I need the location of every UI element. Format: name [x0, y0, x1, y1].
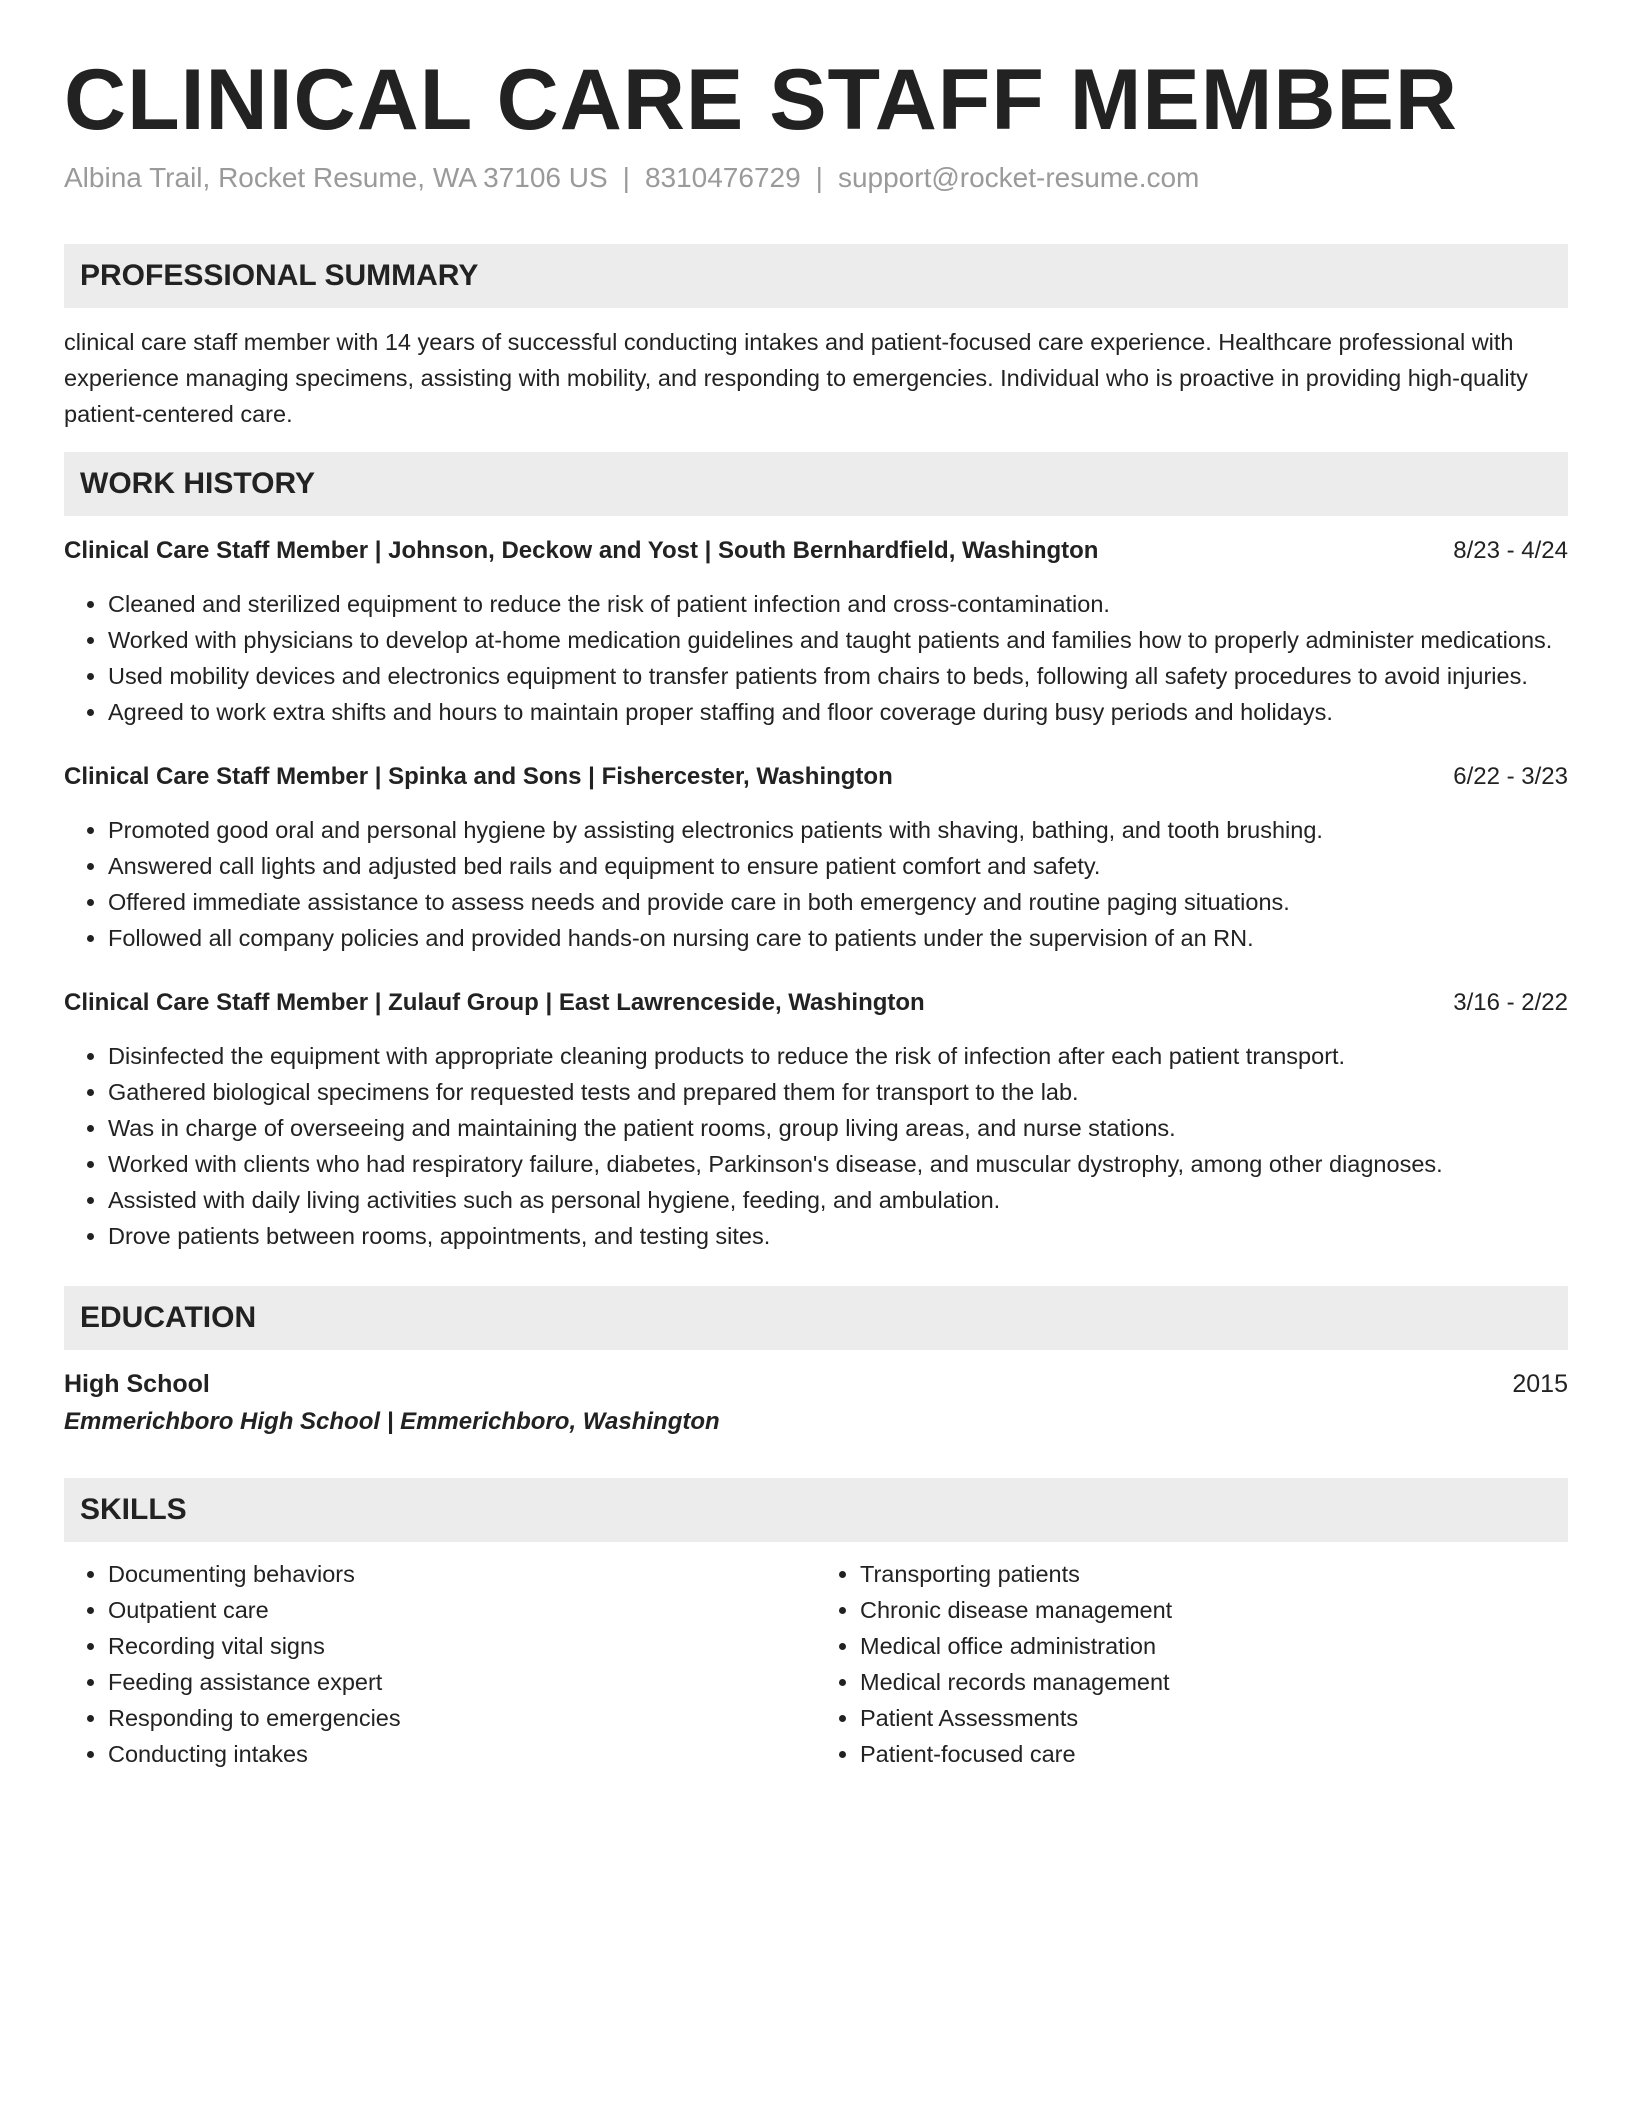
contact-separator: |: [622, 162, 630, 194]
skill-item: • Responding to emergencies: [108, 1700, 816, 1736]
job-bullet: • Followed all company policies and provided hands-on nursing care to patients under the supervision of an RN.: [108, 920, 1568, 956]
job-entry: [64, 986, 1568, 1254]
job-bullets: [64, 812, 1568, 956]
education-entry: [64, 1366, 1568, 1440]
contact-separator: |: [815, 162, 823, 194]
job-bullet: • Assisted with daily living activities such as personal hygiene, feeding, and ambulation.: [108, 1182, 1568, 1218]
job-dates: 3/16 - 2/22: [1453, 989, 1568, 1017]
education-year: 2015: [1512, 1370, 1568, 1399]
job-title: Clinical Care Staff Member | Zulauf Group | East Lawrenceside, Washington: [64, 989, 925, 1017]
education-degree: High School: [64, 1370, 210, 1399]
skill-item: • Feeding assistance expert: [108, 1664, 816, 1700]
job-bullet: • Agreed to work extra shifts and hours to maintain proper staffing and floor coverage during busy periods and holidays.: [108, 694, 1568, 730]
summary-text: clinical care staff member with 14 years of successful conducting intakes and patient-focused care experience. Healthcare professional with experience managing specimens, assisting with mobility, and responding to emergencies. Individual who is proactive in providing high-quality patient-centered care.: [64, 329, 1528, 428]
skill-item: • Medical office administration: [860, 1628, 1568, 1664]
job-bullet: • Answered call lights and adjusted bed rails and equipment to ensure patient comfort and safety.: [108, 848, 1568, 884]
job-dates: 6/22 - 3/23: [1453, 763, 1568, 791]
skill-item: • Chronic disease management: [860, 1592, 1568, 1628]
skill-item: • Patient-focused care: [860, 1736, 1568, 1772]
job-entry: [64, 760, 1568, 956]
work-history-heading: WORK HISTORY: [64, 452, 1568, 516]
job-bullet: • Cleaned and sterilized equipment to reduce the risk of patient infection and cross-contamination.: [108, 586, 1568, 622]
job-header: [64, 986, 1568, 1020]
education-school: Emmerichboro High School | Emmerichboro, Washington: [64, 1408, 720, 1436]
job-title: Clinical Care Staff Member | Spinka and Sons | Fishercester, Washington: [64, 763, 893, 791]
skill-item: • Patient Assessments: [860, 1700, 1568, 1736]
skills-heading: SKILLS: [64, 1478, 1568, 1542]
skill-item: • Medical records management: [860, 1664, 1568, 1700]
education-row: [64, 1366, 1568, 1402]
job-bullet: • Disinfected the equipment with appropriate cleaning products to reduce the risk of infection after each patient transport.: [108, 1038, 1568, 1074]
contact-email: support@rocket-resume.com: [837, 162, 1200, 194]
contact-line: [64, 162, 1568, 194]
education-heading: EDUCATION: [64, 1286, 1568, 1350]
job-bullet: • Worked with physicians to develop at-home medication guidelines and taught patients and families how to properly administer medications.: [108, 622, 1568, 658]
job-dates: 8/23 - 4/24: [1453, 537, 1568, 565]
job-bullets: [64, 1038, 1568, 1254]
job-header: [64, 534, 1568, 568]
skills-column-left: [64, 1556, 816, 1772]
job-bullet: • Drove patients between rooms, appointments, and testing sites.: [108, 1218, 1568, 1254]
skill-item: • Transporting patients: [860, 1556, 1568, 1592]
resume-name: CLINICAL CARE STAFF MEMBER: [64, 52, 1458, 148]
skill-item: • Recording vital signs: [108, 1628, 816, 1664]
job-bullets: [64, 586, 1568, 730]
contact-address: Albina Trail, Rocket Resume, WA 37106 US: [64, 162, 608, 194]
job-bullet: • Promoted good oral and personal hygiene by assisting electronics patients with shaving, bathing, and tooth brushing.: [108, 812, 1568, 848]
job-bullet: • Was in charge of overseeing and maintaining the patient rooms, group living areas, and nurse stations.: [108, 1110, 1568, 1146]
job-bullet: • Gathered biological specimens for requested tests and prepared them for transport to the lab.: [108, 1074, 1568, 1110]
skill-item: • Documenting behaviors: [108, 1556, 816, 1592]
job-bullet: • Used mobility devices and electronics equipment to transfer patients from chairs to beds, following all safety procedures to avoid injuries.: [108, 658, 1568, 694]
skill-item: • Outpatient care: [108, 1592, 816, 1628]
work-history-list: [64, 534, 1568, 1254]
contact-phone: 8310476729: [644, 162, 801, 194]
job-entry: [64, 534, 1568, 730]
skill-item: • Conducting intakes: [108, 1736, 816, 1772]
summary-heading: PROFESSIONAL SUMMARY: [64, 244, 1568, 308]
job-bullet: • Worked with clients who had respiratory failure, diabetes, Parkinson's disease, and muscular dystrophy, among other diagnoses.: [108, 1146, 1568, 1182]
job-bullet: • Offered immediate assistance to assess needs and provide care in both emergency and routine paging situations.: [108, 884, 1568, 920]
job-title: Clinical Care Staff Member | Johnson, Deckow and Yost | South Bernhardfield, Washington: [64, 537, 1099, 565]
job-header: [64, 760, 1568, 794]
skills-column-right: [816, 1556, 1568, 1772]
skills-list: [64, 1556, 1568, 1772]
